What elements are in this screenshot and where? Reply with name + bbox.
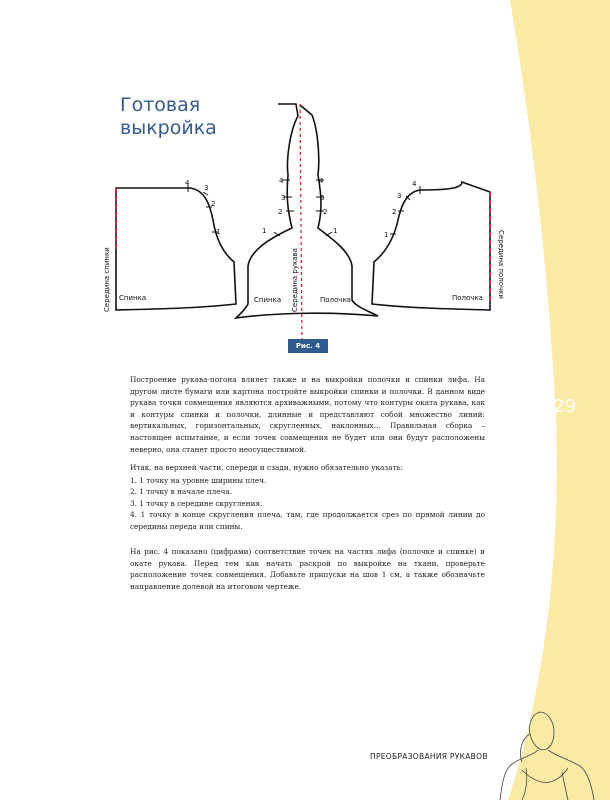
mark-sleeve-back-2: 2 [278,208,283,216]
mark-back-1: 1 [216,228,221,236]
mark-sleeve-back-4: 4 [279,177,284,185]
mark-back-2: 2 [211,200,216,208]
pattern-diagram [0,0,610,360]
heading-line-2: выкройка [120,117,217,139]
running-header: ПРЕОБРАЗОВАНИЯ РУКАВОВ [370,752,488,761]
mark-sleeve-back-1: 1 [262,227,267,235]
label-back: Спинка [119,294,147,302]
list-item: 2. 1 точку в начале плеча. [130,487,233,497]
mark-sleeve-front-1: 1 [333,227,338,235]
mark-sleeve-front-2: 2 [323,208,328,216]
mark-back-3: 3 [204,184,209,192]
mark-front-3: 3 [397,192,402,200]
mark-sleeve-front-3: 3 [320,194,325,202]
list-item: 3. 1 точку в середине скругления. [130,498,263,508]
mark-sleeve-back-3: 3 [281,194,286,202]
mark-front-2: 2 [392,208,397,216]
page-number: 129 [542,396,577,417]
paragraph-3: На рис. 4 показано (цифрами) соответствие точек на частях лифа (полочке и спинке) и окате рукава. Перед тем как начать раскрой по выкройке на ткани, проверьте расположение точек совмещения. Добавьте припуски на шов 1 см, а также обозначьте направление долевой на итоговом чертеже. [130,547,485,591]
label-back-center: Середина спинки [103,247,111,312]
paragraph-2 [130,462,485,533]
points-list [130,475,485,533]
sleeve-center-line [300,104,302,340]
label-sleeve-front: Полочка [320,296,351,304]
mark-sleeve-front-4: 4 [319,177,324,185]
label-sleeve-back: Спинка [254,296,282,304]
sleeve-outline [236,104,378,318]
figure-caption: Рис. 4 [288,339,328,353]
figure-sketch-illustration [492,708,610,800]
list-item: 4. 1 точку в конце скругления плеча, там, где продолжается срез по прямой линии до середины переда или спины. [130,510,485,531]
paragraph-1: Построение рукава-погона влияет также и на выкройки полочки и спинки лифа. На другом листе бумаги или картона постройте выкройки спинки и полочки. В данном виде рукава точки совмещения являются архиважными, потому что контуры оката рукава, как и контуры спинки и полочки, длинные и представляют собой множество линий: вертикальных, горизонтальных, скругленных, наклонных… Правильная сборка – настоящее испытание, и если точек совмещения не будет или они будут расположены неверно, она станет просто неосуществимой. [130,375,485,454]
heading-line-1: Готовая [120,94,201,116]
mark-back-4: 4 [185,179,190,187]
mark-front-4: 4 [412,180,417,188]
label-front-center: Середина полочки [497,230,505,299]
paragraph-2-intro: Итак, на верхней части, спереди и сзади, нужно обязательно указать: [130,463,404,472]
label-front: Полочка [452,294,483,302]
mark-front-1: 1 [384,231,389,239]
label-sleeve-center: Середина рукава [291,248,299,312]
back-bodice-outline [116,188,236,310]
list-item: 1. 1 точку на уровне ширины плеч. [130,475,267,485]
front-bodice-outline [372,182,490,310]
